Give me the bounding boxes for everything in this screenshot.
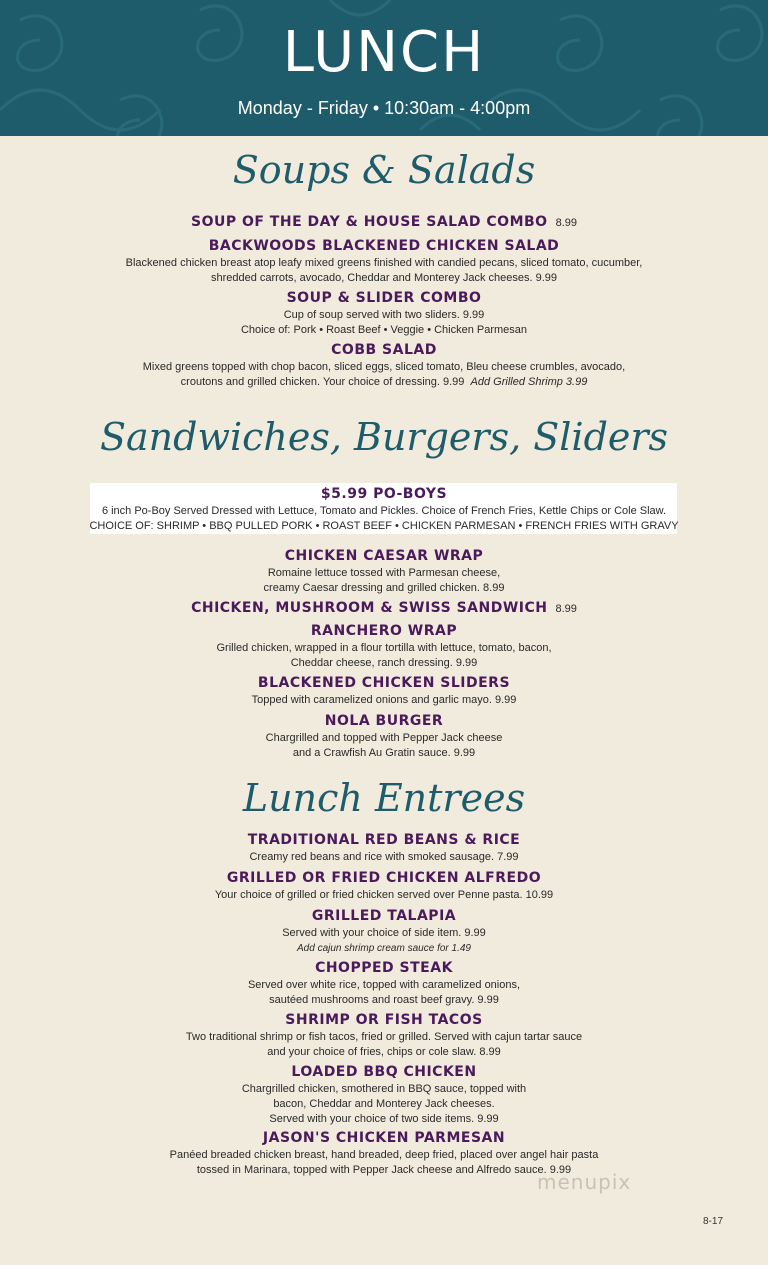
item-name: BACKWOODS BLACKENED CHICKEN SALAD [208, 238, 560, 254]
item-name: SOUP OF THE DAY & HOUSE SALAD COMBO [190, 214, 548, 230]
header-banner [0, 0, 768, 136]
item-name: RANCHERO WRAP [310, 623, 458, 639]
watermark-logo: menupix [537, 1170, 632, 1194]
item-desc: Grilled chicken, wrapped in a flour tortilla with lettuce, tomato, bacon, [216, 642, 552, 654]
item-desc: sautéed mushrooms and roast beef gravy. 9.99 [269, 994, 499, 1006]
item-desc: and a Crawfish Au Gratin sauce. 9.99 [292, 747, 476, 759]
item-name: JASON'S CHICKEN PARMESAN [262, 1130, 506, 1146]
item-desc: shredded carrots, avocado, Cheddar and Monterey Jack cheeses. 9.99 [210, 272, 558, 284]
item-desc: Served with your choice of two side items. 9.99 [269, 1113, 499, 1125]
item-desc: Chargrilled and topped with Pepper Jack cheese [265, 732, 503, 744]
item-name: GRILLED OR FRIED CHICKEN ALFREDO [226, 870, 542, 886]
item-name: CHOPPED STEAK [315, 960, 453, 976]
menu-item-poboys [0, 485, 768, 534]
page-title: LUNCH [282, 20, 486, 85]
item-desc: Choice of: Pork • Roast Beef • Veggie • Chicken Parmesan [240, 324, 528, 336]
item-desc: Mixed greens topped with chop bacon, sliced eggs, sliced tomato, Bleu cheese crumbles, avocado, [142, 361, 626, 373]
item-desc: 6 inch Po-Boy Served Dressed with Lettuce, Tomato and Pickles. Choice of French Fries, Kettle Chips or Cole Slaw. [101, 505, 667, 517]
item-addon: Add cajun shrimp cream sauce for 1.49 [297, 943, 471, 954]
menu-item-talapia [0, 907, 768, 956]
item-name: BLACKENED CHICKEN SLIDERS [257, 675, 511, 691]
menu-item-blackened-sliders [0, 674, 768, 708]
item-desc: Panéed breaded chicken breast, hand breaded, deep fried, placed over angel hair pasta [169, 1149, 599, 1161]
item-price: 8.99 [555, 603, 577, 615]
item-name: GRILLED TALAPIA [311, 908, 457, 924]
item-desc-text: croutons and grilled chicken. Your choice of dressing. 9.99 [180, 376, 465, 388]
menu-item-cobb-salad [0, 341, 768, 390]
item-desc: CHOICE OF: SHRIMP • BBQ PULLED PORK • ROAST BEEF • CHICKEN PARMESAN • FRENCH FRIES WITH GRAVY [89, 520, 679, 532]
item-desc: Chargrilled chicken, smothered in BBQ sauce, topped with [241, 1083, 527, 1095]
menu-item-red-beans [0, 831, 768, 865]
item-name: LOADED BBQ CHICKEN [291, 1064, 477, 1080]
section-title-soups: Soups & Salads [232, 148, 536, 192]
item-name: CHICKEN CAESAR WRAP [284, 548, 484, 564]
item-desc: Served over white rice, topped with caramelized onions, [247, 979, 521, 991]
item-desc-line2 [0, 375, 768, 390]
menu-item-nola-burger [0, 712, 768, 761]
menu-item-soup-salad-combo [0, 213, 768, 232]
item-name: $5.99 PO-BOYS [320, 486, 448, 502]
item-desc: Cheddar cheese, ranch dressing. 9.99 [290, 657, 478, 669]
menu-item-ranchero-wrap [0, 622, 768, 671]
hours-text: Monday - Friday • 10:30am - 4:00pm [237, 98, 531, 118]
item-price: 8.99 [555, 217, 578, 229]
item-desc: Romaine lettuce tossed with Parmesan cheese, [267, 567, 501, 579]
section-title-sandwiches: Sandwiches, Burgers, Sliders [99, 415, 669, 459]
item-name: SOUP & SLIDER COMBO [286, 290, 482, 306]
menu-item-chopped-steak [0, 959, 768, 1008]
item-desc: and your choice of fries, chips or cole slaw. 8.99 [267, 1046, 501, 1058]
item-name: NOLA BURGER [324, 713, 444, 729]
item-desc: Topped with caramelized onions and garlic mayo. 9.99 [251, 694, 517, 706]
item-desc: tossed in Marinara, topped with Pepper Jack cheese and Alfredo sauce. 9.99 [196, 1164, 572, 1176]
menu-item-chicken-parmesan [0, 1129, 768, 1178]
item-addon: Add Grilled Shrimp 3.99 [470, 376, 588, 388]
item-desc: creamy Caesar dressing and grilled chicken. 8.99 [263, 582, 505, 594]
item-desc: Blackened chicken breast atop leafy mixed greens finished with candied pecans, sliced tomato, cucumber, [125, 257, 643, 269]
item-desc: Your choice of grilled or fried chicken served over Penne pasta. 10.99 [214, 889, 554, 901]
menu-item-tacos [0, 1011, 768, 1060]
item-desc: Served with your choice of side item. 9.99 [282, 927, 486, 939]
item-name: SHRIMP OR FISH TACOS [285, 1012, 483, 1028]
item-desc: bacon, Cheddar and Monterey Jack cheeses. [273, 1098, 495, 1110]
item-name: TRADITIONAL RED BEANS & RICE [247, 832, 521, 848]
menu-item-caesar-wrap [0, 547, 768, 596]
menu-item-mushroom-swiss [0, 599, 768, 618]
item-name: COBB SALAD [331, 342, 437, 358]
item-desc: Creamy red beans and rice with smoked sausage. 7.99 [249, 851, 519, 863]
menu-item-blackened-salad [0, 237, 768, 286]
item-name: CHICKEN, MUSHROOM & SWISS SANDWICH [191, 600, 548, 616]
menu-item-soup-slider-combo [0, 289, 768, 338]
menu-item-bbq-chicken [0, 1063, 768, 1127]
menu-version-code: 8-17 [702, 1216, 723, 1227]
item-desc: Cup of soup served with two sliders. 9.99 [283, 309, 485, 321]
section-title-entrees: Lunch Entrees [242, 776, 526, 820]
item-desc: Two traditional shrimp or fish tacos, fried or grilled. Served with cajun tartar sauce [185, 1031, 583, 1043]
menu-item-alfredo [0, 869, 768, 903]
